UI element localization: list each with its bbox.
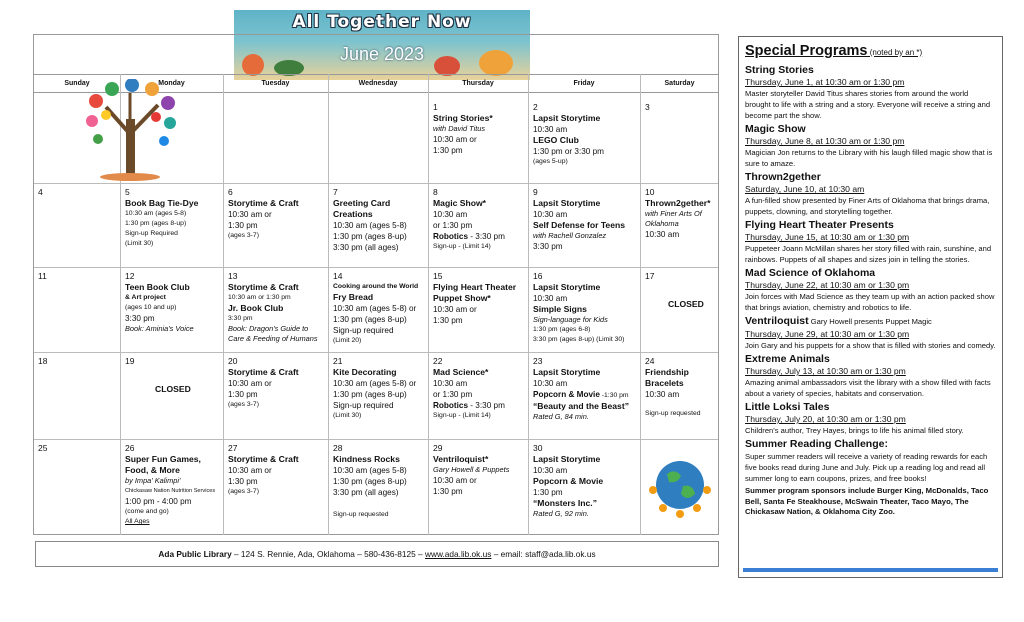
event-note: Sign-up requested	[333, 511, 389, 518]
event-title: Bracelets	[645, 378, 684, 388]
event-time: 3:30 pm	[533, 242, 563, 251]
globe-illustration	[645, 450, 715, 520]
library-name: Ada Public Library	[158, 549, 232, 559]
day-number: 14	[333, 271, 343, 281]
day-cell-jun-20	[224, 353, 328, 439]
day-number: 8	[433, 187, 438, 197]
event-title: Creations	[333, 209, 373, 219]
event-time: 1:30 pm	[228, 477, 258, 486]
figure-icon	[703, 486, 711, 494]
program-name: String Stories	[745, 64, 814, 76]
program-description: Magician Jon returns to the Library with his laugh filled magic show that is sure to amaze.	[745, 148, 993, 168]
event-note: (ages 10 and up)	[125, 304, 177, 311]
program-name: Ventriloquist	[745, 315, 809, 327]
event-title: Fry Bread	[333, 292, 374, 302]
special-programs-panel	[738, 36, 1003, 578]
event-note: (Limit 20)	[333, 337, 362, 344]
event-time: 1:30 pm	[533, 488, 563, 497]
event-time: 10:30 am (ages 5-8) or	[333, 379, 417, 388]
event-time: 1:30 pm	[228, 390, 258, 399]
event-title: Storytime & Craft	[228, 282, 299, 292]
movie-title: “Beauty and the Beast”	[533, 401, 629, 411]
day-number: 28	[333, 443, 343, 453]
day-number: 1	[433, 102, 438, 112]
event-note: Sign-up requested	[645, 410, 701, 417]
weekday-sunday: Sunday	[64, 80, 90, 87]
day-cell-jun-24	[641, 353, 719, 439]
day-number: 23	[533, 356, 543, 366]
weekday-wednesday: Wednesday	[358, 80, 398, 87]
event-title: Lapsit Storytime	[533, 454, 601, 464]
program-date: Thursday, June 22, at 10:30 am or 1:30 pm	[745, 280, 910, 290]
day-cell-jun-15	[429, 268, 528, 352]
event-title: Ventriloquist*	[433, 454, 489, 464]
special-programs-note: (noted by an *)	[867, 48, 923, 57]
program-description: Join forces with Mad Science as they team up with an action packed show that brings aviation, chemistry and robotics to life.	[745, 292, 995, 312]
weekday-thursday: Thursday	[462, 80, 494, 87]
program-description: Join Gary and his puppets for a show that is filled with stories and comedy.	[745, 341, 996, 350]
event-title: Teen Book Club	[125, 282, 190, 292]
event-time: 1:30 pm	[433, 146, 463, 155]
day-cell-jun-8	[429, 184, 528, 267]
event-time: 1:30 pm (ages 8-up)	[125, 220, 187, 227]
event-time: 10:30 am or	[433, 476, 477, 485]
event-time: 1:30 pm	[228, 221, 258, 230]
event-time: 3:30 pm	[125, 314, 155, 323]
event-presenter: with David Titus	[433, 124, 486, 133]
event-time: -1:30 pm	[599, 392, 629, 399]
day-number: 19	[125, 356, 135, 366]
event-time: 1:00 pm - 4:00 pm	[125, 497, 192, 506]
closed-label: CLOSED	[668, 299, 704, 309]
event-note: (come and go)	[125, 508, 169, 515]
event-presenter: by Impa' Kalimpi'	[125, 476, 181, 485]
event-time: 1:30 pm	[433, 487, 463, 496]
event-presenter: Oklahoma	[645, 219, 679, 228]
day-cell-jun-14	[329, 268, 428, 352]
event-time: 10:30 am or	[433, 135, 477, 144]
handprint	[105, 82, 119, 96]
day-cell-jun-22	[429, 353, 528, 439]
day-cell-jun-26	[121, 440, 223, 535]
day-number: 26	[125, 443, 135, 453]
day-number: 24	[645, 356, 655, 366]
program-description: Super summer readers will receive a variety of reading rewards for each five books read during June and July. Pick up a reading log and read all summer long to earn coupons, prizes, and free books!	[745, 452, 988, 483]
event-time: 1:30 pm	[433, 316, 463, 325]
program-name: Summer Reading Challenge:	[745, 438, 888, 450]
day-number: 22	[433, 356, 443, 366]
event-time: 10:30 am (ages 5-8)	[333, 221, 407, 230]
program-date: Saturday, June 10, at 10:30 am	[745, 184, 865, 194]
event-time: 10:30 am	[533, 466, 568, 475]
event-title: Lapsit Storytime	[533, 367, 601, 377]
event-time: 10:30 am or	[228, 379, 272, 388]
day-cell-jun-13	[224, 268, 328, 352]
event-title: Robotics	[433, 401, 469, 410]
event-time: 3:30 pm (ages 8-up) (Limit 30)	[533, 336, 625, 343]
movie-rating: Rated G, 92 min.	[533, 509, 589, 518]
event-line	[433, 400, 524, 411]
event-note: Sign-up - (Limit 14)	[433, 412, 491, 419]
accent-bar	[743, 568, 998, 572]
day-cell-jun-25	[34, 440, 120, 535]
event-title: Friendship	[645, 367, 689, 377]
sponsors-text: Summer program sponsors include Burger King, McDonalds, Taco Bell, Santa Fe Steakhouse, McSwain Theater, Taco Mayo, The Chickasaw Nation, & Oklahoma City Zoo.	[745, 486, 989, 516]
day-number: 10	[645, 187, 655, 197]
program-subtitle: Gary Howell presents Puppet Magic	[808, 317, 932, 326]
day-number: 29	[433, 443, 443, 453]
event-series: Cooking around the World	[333, 283, 419, 290]
event-time: 1:30 pm (ages 8-up)	[333, 390, 407, 399]
event-title: LEGO Club	[533, 135, 579, 145]
event-presenter: Gary Howell & Puppets	[433, 465, 510, 474]
event-subtitle: Sign-language for Kids	[533, 315, 608, 324]
event-time: 10:30 am	[433, 379, 468, 388]
event-book: Book: Aminia's Voice	[125, 324, 194, 333]
event-note: All Ages	[125, 518, 150, 525]
event-time: 1:30 pm (ages 8-up)	[333, 477, 407, 486]
program-date: Thursday, July 20, at 10:30 am or 1:30 pm	[745, 414, 906, 424]
day-cell-jun-27	[224, 440, 328, 535]
day-number: 13	[228, 271, 238, 281]
event-title: Popcorn & Movie	[533, 390, 600, 399]
event-title: Mad Science*	[433, 367, 489, 377]
event-time: 3:30 pm (all ages)	[333, 243, 399, 252]
handprint	[161, 96, 175, 110]
program-name: Thrown2gether	[745, 171, 821, 183]
day-cell-jun-5	[121, 184, 223, 267]
weekday-friday: Friday	[573, 80, 595, 87]
event-title: Magic Show*	[433, 198, 487, 208]
event-title: Storytime & Craft	[228, 454, 299, 464]
program-name: Magic Show	[745, 123, 806, 135]
event-time: 3:30 pm	[228, 315, 253, 322]
tree-ground	[100, 173, 160, 181]
event-time: 1:30 pm (ages 8-up)	[333, 315, 407, 324]
program-date: Thursday, June 29, at 10:30 am or 1:30 pm	[745, 329, 910, 339]
figure-icon	[649, 486, 657, 494]
program-description: Puppeteer Joann McMillan shares her story filled with rain, sunshine, and rainbows. Puppets of all shapes and sizes join in telling the stories.	[745, 244, 992, 264]
event-note: Sign-up required	[333, 326, 394, 335]
day-number: 30	[533, 443, 543, 453]
event-note: Sign-up required	[333, 401, 394, 410]
event-time: 10:30 am (ages 5-8)	[125, 210, 187, 217]
event-time: 10:30 am or	[228, 466, 272, 475]
event-title: Storytime & Craft	[228, 367, 299, 377]
library-address: – 124 S. Rennie, Ada, Oklahoma – 580-436-8125 –	[231, 549, 425, 559]
day-cell-jun-16	[529, 268, 640, 352]
event-time: 10:30 am	[533, 294, 568, 303]
event-time: 10:30 am or	[433, 305, 477, 314]
event-time: 10:30 am or 1:30 pm	[228, 294, 291, 301]
event-time: 1:30 pm or 3:30 pm	[533, 147, 604, 156]
special-programs-heading: Special Programs	[745, 43, 868, 59]
program-name: Extreme Animals	[745, 353, 830, 365]
event-title: Flying Heart Theater	[433, 282, 517, 292]
day-number: 3	[645, 102, 650, 112]
handprint-tree-illustration	[82, 79, 182, 183]
event-note: (ages 3-7)	[228, 488, 259, 495]
handprint	[89, 94, 103, 108]
program-date: Thursday, July 13, at 10:30 am or 1:30 pm	[745, 366, 906, 376]
event-time: 1:30 pm (ages 8-up)	[333, 232, 407, 241]
program-description: Children's author, Trey Hayes, brings to life his animal filled story.	[745, 426, 964, 435]
event-book: Care & Feeding of Humans	[228, 334, 318, 343]
day-cell-jun-18	[34, 353, 120, 439]
day-cell-empty	[641, 440, 719, 535]
globe	[656, 461, 704, 509]
program-date: Thursday, June 8, at 10:30 am or 1:30 pm	[745, 136, 905, 146]
day-number: 2	[533, 102, 538, 112]
event-time: 10:30 am	[533, 125, 568, 134]
event-line	[533, 389, 636, 401]
event-title: Lapsit Storytime	[533, 198, 601, 208]
weekday-tuesday: Tuesday	[261, 80, 290, 87]
event-time: - 3:30 pm	[468, 401, 505, 410]
day-number: 20	[228, 356, 238, 366]
event-title: Puppet Show*	[433, 293, 491, 303]
event-note: (ages 5-up)	[533, 158, 568, 165]
special-programs-title	[745, 42, 996, 62]
day-cell-jun-11	[34, 268, 120, 352]
day-number: 7	[333, 187, 338, 197]
day-number: 27	[228, 443, 238, 453]
program-description: A fun-filled show presented by Finer Arts of Oklahoma that brings drama, puppets, clowning, and storytelling together.	[745, 196, 990, 216]
event-time: 3:30 pm (all ages)	[333, 488, 399, 497]
event-time: 10:30 am	[433, 210, 468, 219]
day-number: 25	[38, 443, 48, 453]
figure-icon	[676, 510, 684, 518]
day-number: 16	[533, 271, 543, 281]
event-time: 10:30 am (ages 5-8) or	[333, 304, 417, 313]
movie-rating: Rated G, 84 min.	[533, 412, 589, 421]
day-number: 6	[228, 187, 233, 197]
event-title: String Stories*	[433, 113, 493, 123]
event-sponsor: Chickasaw Nation Nutrition Services	[125, 488, 216, 494]
event-title: Lapsit Storytime	[533, 282, 601, 292]
event-note: (Limit 30)	[333, 412, 362, 419]
day-cell-jun-21	[329, 353, 428, 439]
program-description: Master storyteller David Titus shares stories from around the world brought to life with a string and a story. Everyone will receive a string and become part the show.	[745, 89, 991, 120]
day-cell-jun-3	[641, 99, 719, 183]
event-title: Kindness Rocks	[333, 454, 400, 464]
day-cell-jun-19	[121, 353, 223, 439]
program-name: Mad Science of Oklahoma	[745, 267, 876, 279]
program-date: Thursday, June 15, at 10:30 am or 1:30 pm	[745, 232, 910, 242]
event-title: Super Fun Games,	[125, 454, 201, 464]
weekday-saturday: Saturday	[664, 80, 695, 87]
day-cell-jun-7	[329, 184, 428, 267]
day-number: 4	[38, 187, 43, 197]
figure-icon	[659, 504, 667, 512]
library-footer	[35, 541, 719, 567]
event-time: - 3:30 pm	[468, 232, 505, 241]
day-cell-jun-23	[529, 353, 640, 439]
banner-month: June 2023	[339, 44, 425, 64]
event-title: Food, & More	[125, 465, 180, 475]
event-note: (ages 3-7)	[228, 401, 259, 408]
event-presenter: with Finer Arts Of	[645, 209, 702, 218]
event-title: Lapsit Storytime	[533, 113, 601, 123]
handprint	[125, 79, 139, 92]
day-number: 5	[125, 187, 130, 197]
event-note: (Limit 30)	[125, 240, 154, 247]
event-note: (ages 3-7)	[228, 232, 259, 239]
event-time: 10:30 am or	[228, 210, 272, 219]
event-title: Book Bag Tie-Dye	[125, 198, 199, 208]
handprint	[151, 112, 161, 122]
day-cell-jun-6	[224, 184, 328, 267]
day-number: 11	[38, 271, 47, 281]
day-cell-jun-17	[641, 268, 719, 352]
library-website-link[interactable]: www.ada.lib.ok.us	[424, 549, 492, 559]
event-title: Popcorn & Movie	[533, 476, 604, 486]
program-description: Amazing animal ambassadors visit the library with a show filled with facts about a variety of species, habitats and conservation.	[745, 378, 991, 398]
handprint	[159, 136, 169, 146]
event-title: Self Defense for Teens	[533, 220, 626, 230]
event-title: Kite Decorating	[333, 367, 397, 377]
event-presenter: with Rachell Gonzalez	[533, 231, 607, 240]
day-number: 21	[333, 356, 343, 366]
figure-icon	[693, 504, 701, 512]
event-time: 10:30 am	[645, 390, 680, 399]
event-title: Simple Signs	[533, 304, 587, 314]
day-cell-jun-10	[641, 184, 719, 267]
event-time: 1:30 pm (ages 6-8)	[533, 326, 591, 333]
day-cell-jun-30	[529, 440, 640, 535]
event-title: Storytime & Craft	[228, 198, 299, 208]
closed-label: CLOSED	[155, 384, 191, 394]
event-time: 10:30 am	[645, 230, 680, 239]
day-cell-jun-4	[34, 184, 120, 267]
handprint	[101, 110, 111, 120]
day-number: 17	[645, 271, 655, 281]
movie-title: “Monsters Inc.”	[533, 498, 597, 508]
event-time: 10:30 am (ages 5-8)	[333, 466, 407, 475]
event-note: Sign-up - (Limit 14)	[433, 243, 491, 250]
day-number: 9	[533, 187, 538, 197]
calendar-grid	[33, 34, 719, 535]
day-number: 15	[433, 271, 443, 281]
handprint	[164, 117, 176, 129]
handprint	[86, 115, 98, 127]
event-title: Thrown2gether*	[645, 198, 711, 208]
event-time: 10:30 am	[533, 210, 568, 219]
day-cell-jun-9	[529, 184, 640, 267]
program-date: Thursday, June 1, at 10:30 am or 1:30 pm	[745, 77, 905, 87]
program-name-line	[745, 314, 996, 329]
day-cell-jun-2	[529, 99, 640, 183]
handprint	[93, 134, 103, 144]
event-line	[433, 231, 524, 242]
program-name: Little Loksi Tales	[745, 401, 830, 413]
weekday-monday: Monday	[158, 80, 185, 87]
event-title: Jr. Book Club	[228, 303, 284, 313]
day-cell-jun-29	[429, 440, 528, 535]
banner-title: All Together Now	[292, 12, 472, 32]
handprint	[145, 82, 159, 96]
day-cell-jun-12	[121, 268, 223, 352]
day-cell-jun-28	[329, 440, 428, 535]
event-note: Sign-up Required	[125, 230, 178, 237]
day-cell-jun-1	[429, 99, 528, 183]
event-title: Greeting Card	[333, 198, 391, 208]
program-name: Flying Heart Theater Presents	[745, 219, 894, 231]
event-time: or 1:30 pm	[433, 390, 473, 399]
library-email: – email: staff@ada.lib.ok.us	[491, 549, 596, 559]
day-number: 18	[38, 356, 48, 366]
event-time: or 1:30 pm	[433, 221, 473, 230]
day-number: 12	[125, 271, 135, 281]
event-subtitle: & Art project	[125, 294, 166, 301]
event-time: 10:30 am	[533, 379, 568, 388]
event-book: Book: Dragon's Guide to	[228, 324, 309, 333]
event-title: Robotics	[433, 232, 469, 241]
